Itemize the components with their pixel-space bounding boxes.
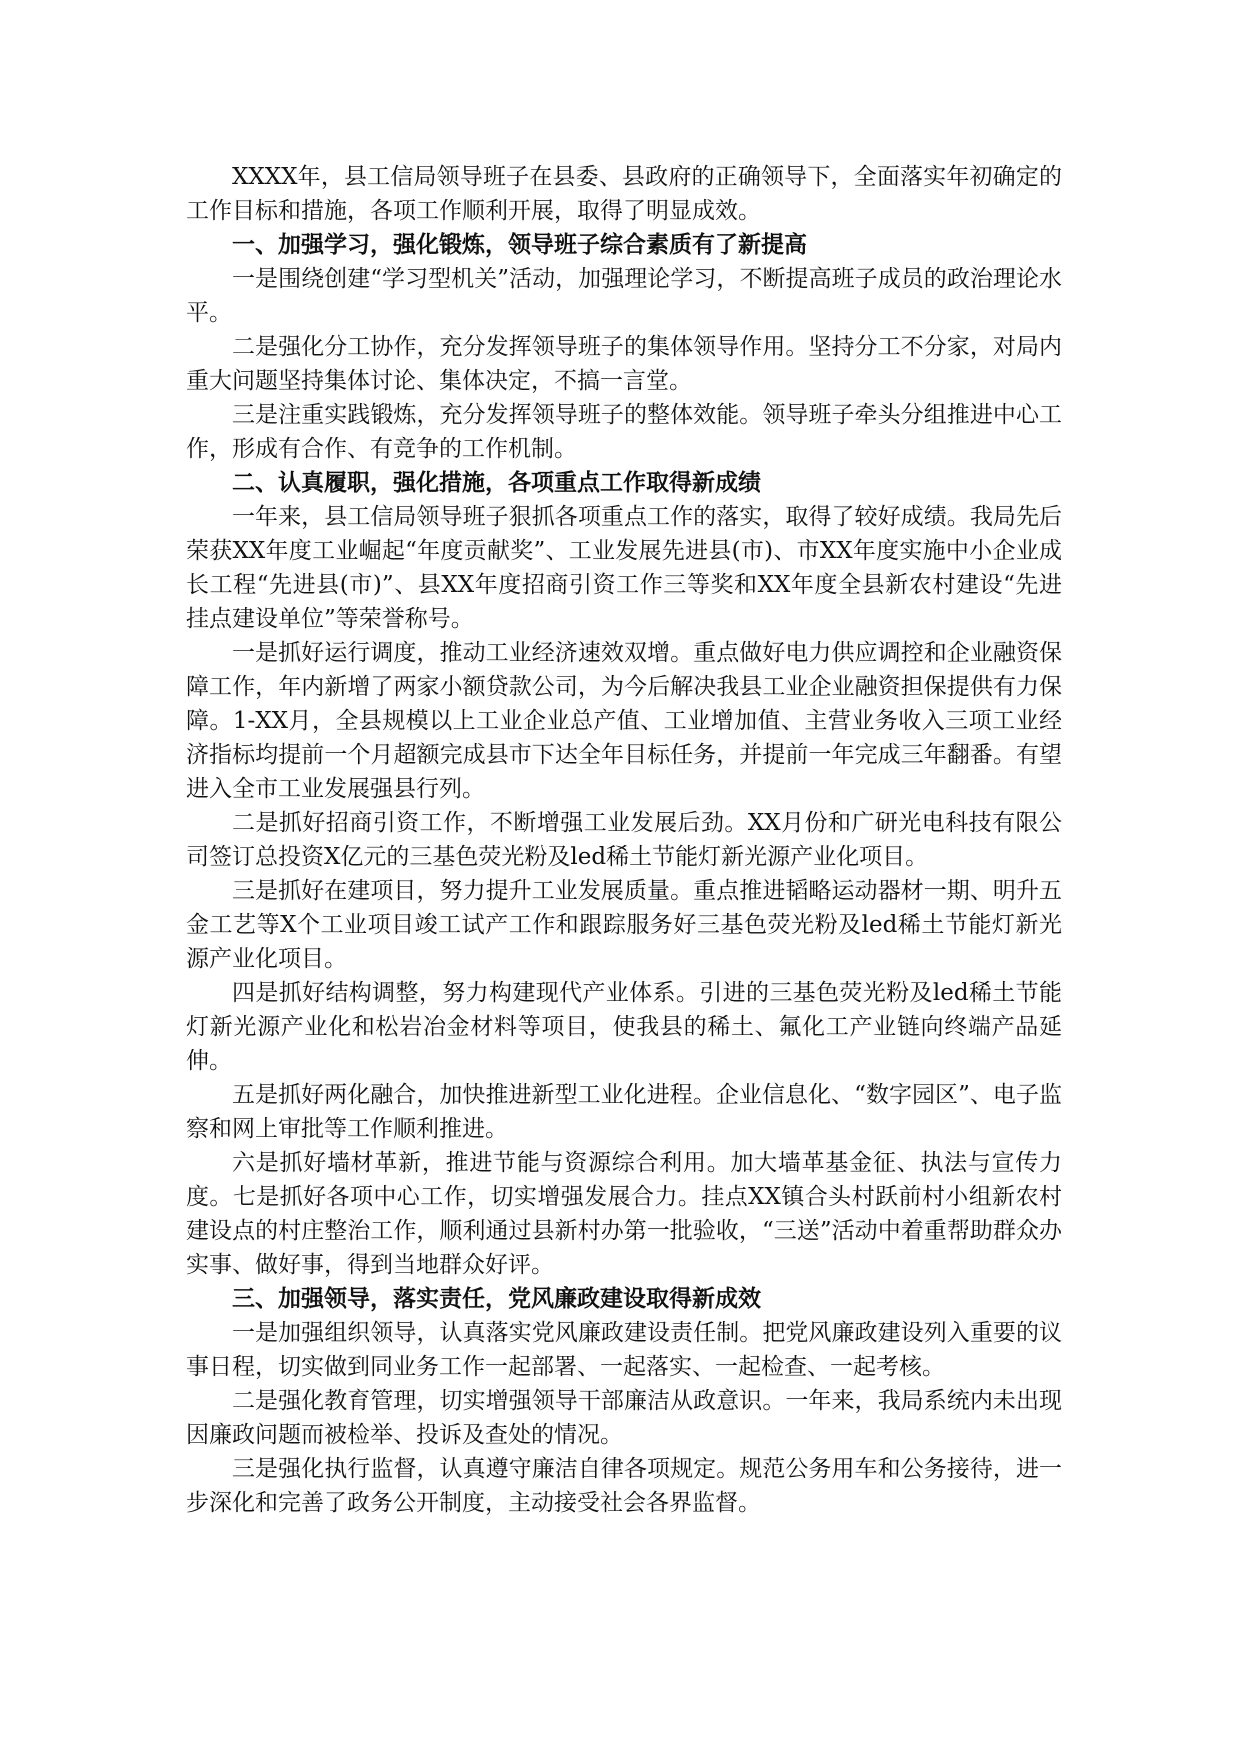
body-paragraph: 一是加强组织领导，认真落实党风廉政建设责任制。把党风廉政建设列入重要的议事日程，切实做到同业务工作一起部署、一起落实、一起检查、一起考核。 bbox=[186, 1320, 1062, 1380]
section-heading-1: 一、加强学习，强化锻炼，领导班子综合素质有了新提高 bbox=[232, 231, 807, 258]
body-paragraph: 四是抓好结构调整，努力构建现代产业体系。引进的三基色荧光粉及led稀土节能灯新光源产业化和松岩冶金材料等项目，使我县的稀土、氟化工产业链向终端产品延伸。 bbox=[186, 980, 1062, 1074]
body-paragraph: 二是强化分工协作，充分发挥领导班子的集体领导作用。坚持分工不分家，对局内重大问题坚持集体讨论、集体决定，不搞一言堂。 bbox=[186, 334, 1062, 394]
section-heading-2: 二、认真履职，强化措施，各项重点工作取得新成绩 bbox=[232, 469, 761, 496]
body-paragraph: 三是强化执行监督，认真遵守廉洁自律各项规定。规范公务用车和公务接待，进一步深化和完善了政务公开制度，主动接受社会各界监督。 bbox=[186, 1456, 1062, 1516]
section-heading-3: 三、加强领导，落实责任，党风廉政建设取得新成效 bbox=[232, 1285, 761, 1312]
body-paragraph: 五是抓好两化融合，加快推进新型工业化进程。企业信息化、“数字园区”、电子监察和网上审批等工作顺利推进。 bbox=[186, 1082, 1062, 1142]
body-paragraph: 一是抓好运行调度，推动工业经济速效双增。重点做好电力供应调控和企业融资保障工作，年内新增了两家小额贷款公司，为今后解决我县工业企业融资担保提供有力保障。1-XX月，全县规模以上工业企业总产值、工业增加值、主营业务收入三项工业经济指标均提前一个月超额完成县市下达全年目标任务，并提前一年完成三年翻番。有望进入全市工业发展强县行列。 bbox=[186, 640, 1062, 802]
body-paragraph: 二是抓好招商引资工作，不断增强工业发展后劲。XX月份和广研光电科技有限公司签订总投资X亿元的三基色荧光粉及led稀土节能灯新光源产业化项目。 bbox=[186, 810, 1062, 870]
body-paragraph: 一年来，县工信局领导班子狠抓各项重点工作的落实，取得了较好成绩。我局先后荣获XX年度工业崛起“年度贡献奖”、工业发展先进县(市)、市XX年度实施中小企业成长工程“先进县(市)”、县XX年度招商引资工作三等奖和XX年度全县新农村建设“先进挂点建设单位”等荣誉称号。 bbox=[186, 504, 1062, 632]
body-paragraph: 一是围绕创建“学习型机关”活动，加强理论学习，不断提高班子成员的政治理论水平。 bbox=[186, 266, 1062, 326]
body-paragraph: 三是抓好在建项目，努力提升工业发展质量。重点推进韬略运动器材一期、明升五金工艺等X个工业项目竣工试产工作和跟踪服务好三基色荧光粉及led稀土节能灯新光源产业化项目。 bbox=[186, 878, 1062, 972]
body-paragraph: 六是抓好墙材革新，推进节能与资源综合利用。加大墙革基金征、执法与宣传力度。七是抓好各项中心工作，切实增强发展合力。挂点XX镇合头村跃前村小组新农村建设点的村庄整治工作，顺利通过县新村办第一批验收，“三送”活动中着重帮助群众办实事、做好事，得到当地群众好评。 bbox=[186, 1150, 1062, 1278]
body-paragraph: 三是注重实践锻炼，充分发挥领导班子的整体效能。领导班子牵头分组推进中心工作，形成有合作、有竞争的工作机制。 bbox=[186, 402, 1062, 462]
body-paragraph: 二是强化教育管理，切实增强领导干部廉洁从政意识。一年来，我局系统内未出现因廉政问题而被检举、投诉及查处的情况。 bbox=[186, 1388, 1062, 1448]
document-page bbox=[186, 160, 1062, 1520]
intro-paragraph: XXXX年，县工信局领导班子在县委、县政府的正确领导下，全面落实年初确定的工作目标和措施，各项工作顺利开展，取得了明显成效。 bbox=[186, 164, 1062, 224]
